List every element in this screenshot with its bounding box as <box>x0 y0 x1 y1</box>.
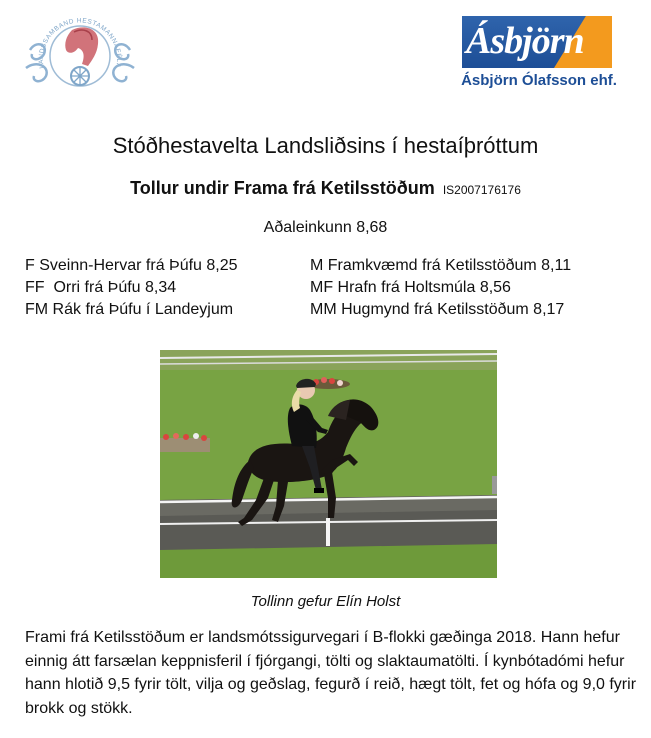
asbjorn-wordmark: Ásbjörn <box>466 20 584 62</box>
horse-rider-photo <box>160 350 497 578</box>
lh-logo <box>22 10 138 96</box>
svg-text:LANDSSAMBAND HESTAMANNAFÉLAGA: LANDSSAMBAND HESTAMANNAFÉLA <box>37 17 123 69</box>
photo-caption: Tollinn gefur Elín Holst <box>250 593 401 610</box>
registration-number: IS2007176176 <box>442 183 521 197</box>
pedigree-dam-side <box>310 255 571 321</box>
asbjorn-wordmark-box <box>462 16 612 68</box>
asbjorn-logo <box>450 10 626 92</box>
description-paragraph: Frami frá Ketilsstöðum er landsmótssigurvegari í B-flokki gæðinga 2018. Hann hefur einnig átt farsælan keppnisferil í fjórgangi, tölti og slaktaumatölti. Í kynbótadómi hefur hann hlotið 9,5 fyrir tölt, vilja og geðslag, fegurð í reið, hægt tölt, fet og hófa og 9,0 fyrir brokk og stökk. <box>25 629 637 717</box>
pedigree-line: MF Hrafn frá Holtsmúla 8,56 <box>310 279 511 296</box>
asbjorn-company-name: Ásbjörn Ólafsson ehf. <box>461 72 617 89</box>
horse-photo <box>160 350 497 578</box>
pedigree-line: FF Orri frá Þúfu 8,34 <box>25 279 177 296</box>
horse-heading <box>0 178 651 199</box>
horse-name: Tollur undir Frama frá Ketilsstöðum <box>130 178 435 198</box>
pedigree-line: MM Hugmynd frá Ketilsstöðum 8,17 <box>310 301 565 318</box>
pedigree-sire-side <box>25 255 238 321</box>
lh-horse-emblem-icon <box>22 10 138 96</box>
pedigree-line: M Framkvæmd frá Ketilsstöðum 8,11 <box>310 257 572 274</box>
pedigree-line: F Sveinn-Hervar frá Þúfu 8,25 <box>25 257 238 274</box>
page-title: Stóðhestavelta Landsliðsins í hestaíþróttum <box>112 133 539 158</box>
pedigree-line: FM Rák frá Þúfu í Landeyjum <box>25 301 234 318</box>
main-score: Aðaleinkunn 8,68 <box>263 219 388 236</box>
